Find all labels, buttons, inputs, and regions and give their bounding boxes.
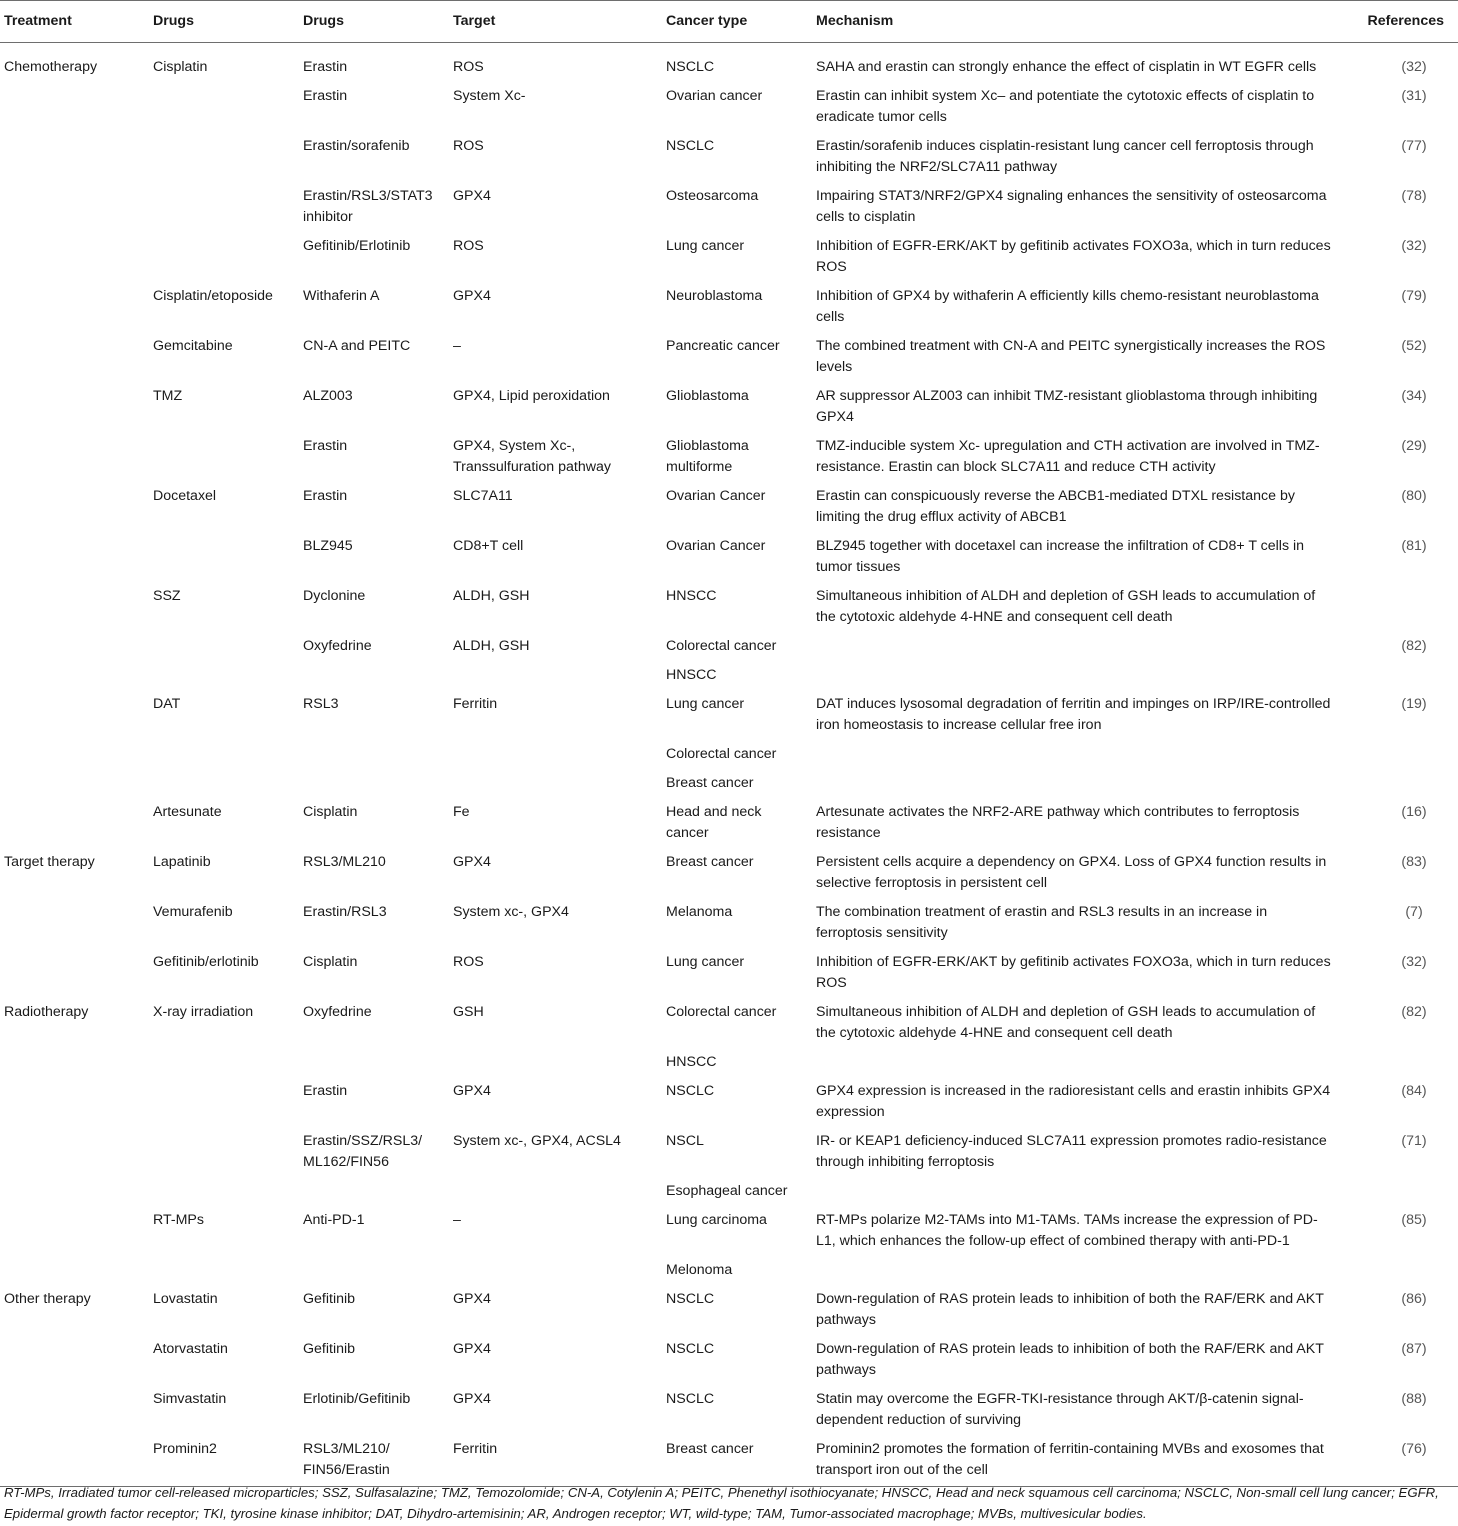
cancer-type-cell: Head and neck cancer <box>666 804 762 841</box>
reference-cell: (78) <box>1401 188 1427 204</box>
mechanism-cell: The combined treatment with CN-A and PEITC synergistically increases the ROS levels <box>816 338 1326 375</box>
table-row <box>0 999 1458 1049</box>
drug-cell <box>149 533 299 583</box>
treatment-cell <box>0 691 149 741</box>
combination-drug-cell <box>299 741 449 770</box>
combination-drug-cell <box>299 662 449 691</box>
combination-drug-cell: Anti-PD-1 <box>303 1212 365 1228</box>
mechanism-cell: DAT induces lysosomal degradation of ferritin and impinges on IRP/IRE-controlled iron homeostasis to increase cellular free iron <box>816 696 1331 733</box>
target-cell: – <box>453 338 461 354</box>
combination-drug-cell: Dyclonine <box>303 588 366 604</box>
reference-cell <box>1344 662 1458 691</box>
cancer-type-cell: NSCLC <box>666 138 715 154</box>
header-cancer-type: Cancer type <box>662 1 812 43</box>
drug-cell <box>149 770 299 799</box>
reference-cell <box>1344 1257 1458 1286</box>
mechanism-cell <box>812 1257 1344 1286</box>
table-row <box>0 383 1458 433</box>
reference-cell: (82) <box>1401 1004 1427 1020</box>
table-row <box>0 1436 1458 1487</box>
combination-drug-cell: BLZ945 <box>303 538 353 554</box>
target-cell: GSH <box>453 1004 484 1020</box>
table-row <box>0 83 1458 133</box>
cancer-type-cell: NSCLC <box>666 59 715 75</box>
table-row <box>0 1286 1458 1336</box>
treatment-cell <box>0 662 149 691</box>
treatment-cell <box>0 283 149 333</box>
treatment-cell <box>0 799 149 849</box>
treatment-cell: Target therapy <box>4 854 95 870</box>
reference-cell: (86) <box>1401 1291 1427 1307</box>
target-cell: GPX4 <box>453 188 491 204</box>
table-row <box>0 741 1458 770</box>
drug-cell: DAT <box>153 696 181 712</box>
mechanism-cell: Down-regulation of RAS protein leads to inhibition of both the RAF/ERK and AKT pathways <box>816 1291 1324 1328</box>
target-cell <box>449 1257 662 1286</box>
cancer-type-cell: Colorectal cancer <box>666 638 777 654</box>
target-cell: ROS <box>453 954 484 970</box>
table-row <box>0 283 1458 333</box>
treatment-cell <box>0 1078 149 1128</box>
combination-drug-cell <box>299 1049 449 1078</box>
cancer-type-cell: Ovarian Cancer <box>666 488 766 504</box>
treatment-cell <box>0 133 149 183</box>
mechanism-cell: AR suppressor ALZ003 can inhibit TMZ-resistant glioblastoma through inhibiting GPX4 <box>816 388 1318 425</box>
reference-cell: (76) <box>1344 1436 1458 1487</box>
reference-cell: (85) <box>1401 1212 1427 1228</box>
reference-cell: (71) <box>1401 1133 1427 1149</box>
table-row <box>0 43 1458 84</box>
treatment-cell <box>0 1257 149 1286</box>
mechanism-cell: The combination treatment of erastin and RSL3 results in an increase in ferroptosis sensitivity <box>816 904 1268 941</box>
drug-cell <box>149 83 299 133</box>
mechanism-cell: SAHA and erastin can strongly enhance the effect of cisplatin in WT EGFR cells <box>816 59 1317 75</box>
drug-cell: TMZ <box>153 388 183 404</box>
combination-drug-cell: Withaferin A <box>303 288 380 304</box>
mechanism-cell: Persistent cells acquire a dependency on GPX4. Loss of GPX4 function results in selective ferroptosis in persistent cell <box>816 854 1327 891</box>
cancer-type-cell: Breast cancer <box>666 775 754 791</box>
table-row <box>0 1078 1458 1128</box>
combination-drug-cell: Erastin/sorafenib <box>303 138 410 154</box>
reference-cell: (31) <box>1401 88 1427 104</box>
header-treatment: Treatment <box>0 1 149 43</box>
target-cell: GPX4 <box>453 288 491 304</box>
treatment-cell <box>0 1386 149 1436</box>
cancer-type-cell: NSCLC <box>666 1083 715 1099</box>
combination-drug-cell: Oxyfedrine <box>303 638 372 654</box>
drug-cell <box>149 183 299 233</box>
table-row <box>0 849 1458 899</box>
reference-cell: (19) <box>1401 696 1427 712</box>
table-row <box>0 1257 1458 1286</box>
reference-cell <box>1344 770 1458 799</box>
combination-drug-cell: Gefitinib <box>303 1341 356 1357</box>
combination-drug-cell: Erastin <box>303 59 348 75</box>
mechanism-cell: Erastin can inhibit system Xc– and potentiate the cytotoxic effects of cisplatin to eradicate tumor cells <box>816 88 1315 125</box>
drug-cell: Gemcitabine <box>153 338 233 354</box>
treatment-cell <box>0 233 149 283</box>
drug-cell: Gefitinib/erlotinib <box>153 954 259 970</box>
cancer-type-cell: Esophageal cancer <box>666 1183 788 1199</box>
mechanism-cell <box>812 770 1344 799</box>
treatment-cell <box>0 899 149 949</box>
combination-drug-cell: Erastin <box>303 88 348 104</box>
target-cell: ALDH, GSH <box>453 588 530 604</box>
cancer-type-cell: Melonoma <box>666 1262 733 1278</box>
table-row <box>0 133 1458 183</box>
table-row <box>0 799 1458 849</box>
target-cell: System xc-, GPX4, ACSL4 <box>453 1133 621 1149</box>
treatment-cell <box>0 1207 149 1257</box>
table-header <box>0 1 1458 43</box>
drug-cell <box>149 662 299 691</box>
target-cell: System Xc- <box>453 88 526 104</box>
drug-cell <box>149 233 299 283</box>
cancer-type-cell: Glioblastoma <box>666 388 749 404</box>
cancer-type-cell: NSCL <box>666 1133 704 1149</box>
drug-cell <box>149 1257 299 1286</box>
table-row <box>0 899 1458 949</box>
drug-cell: Cisplatin/etoposide <box>153 288 273 304</box>
combination-drug-cell: Erastin <box>303 488 348 504</box>
cancer-type-cell: Lung carcinoma <box>666 1212 767 1228</box>
reference-cell: (32) <box>1401 238 1427 254</box>
combination-drug-cell: ALZ003 <box>303 388 353 404</box>
combination-drug-cell: Erastin <box>303 1083 348 1099</box>
reference-cell <box>1344 1178 1458 1207</box>
header-drugs-combination: Drugs <box>299 1 449 43</box>
reference-cell: (34) <box>1401 388 1427 404</box>
mechanism-cell: Statin may overcome the EGFR-TKI-resistance through AKT/β-catenin signal-dependent reduction of surviving <box>816 1391 1304 1428</box>
target-cell <box>449 662 662 691</box>
reference-cell: (32) <box>1401 954 1427 970</box>
drug-cell: Artesunate <box>153 804 222 820</box>
cancer-type-cell: NSCLC <box>666 1391 715 1407</box>
cancer-type-cell: Colorectal cancer <box>666 1004 777 1020</box>
combination-drug-cell: Cisplatin <box>303 804 358 820</box>
drug-cell: Lapatinib <box>153 854 211 870</box>
reference-cell <box>1344 583 1458 633</box>
mechanism-cell: BLZ945 together with docetaxel can increase the infiltration of CD8+ T cells in tumor tissues <box>816 538 1305 575</box>
table-row <box>0 1207 1458 1257</box>
drug-cell: Lovastatin <box>153 1291 218 1307</box>
reference-cell: (77) <box>1401 138 1427 154</box>
treatment-cell: Chemotherapy <box>4 59 98 75</box>
combination-drug-cell: Erastin/SSZ/RSL3/ ML162/FIN56 <box>303 1133 423 1170</box>
reference-cell: (29) <box>1401 438 1427 454</box>
target-cell: ROS <box>453 238 484 254</box>
target-cell: GPX4 <box>453 1391 491 1407</box>
reference-cell: (84) <box>1401 1083 1427 1099</box>
reference-cell: (83) <box>1401 854 1427 870</box>
header-row <box>0 1 1458 43</box>
mechanism-cell: RT-MPs polarize M2-TAMs into M1-TAMs. TAMs increase the expression of PD-L1, which enhances the follow-up effect of combined therapy with anti-PD-1 <box>816 1212 1318 1249</box>
mechanism-cell: Prominin2 promotes the formation of ferritin-containing MVBs and exosomes that transport iron out of the cell <box>812 1436 1344 1487</box>
mechanism-cell: Inhibition of GPX4 by withaferin A efficiently kills chemo-resistant neuroblastoma cells <box>816 288 1319 325</box>
cancer-type-cell: Colorectal cancer <box>666 746 777 762</box>
treatment-cell <box>0 1049 149 1078</box>
reference-cell: (7) <box>1405 904 1423 920</box>
treatment-cell <box>0 483 149 533</box>
cancer-type-cell: Breast cancer <box>666 854 754 870</box>
mechanism-cell <box>812 1049 1344 1078</box>
cancer-type-cell: Pancreatic cancer <box>666 338 780 354</box>
cancer-type-cell: Lung cancer <box>666 954 745 970</box>
drug-cell: Vemurafenib <box>153 904 233 920</box>
mechanism-cell: Inhibition of EGFR-ERK/AKT by gefitinib activates FOXO3a, which in turn reduces ROS <box>816 238 1331 275</box>
combination-drug-cell <box>299 770 449 799</box>
cancer-type-cell: Lung cancer <box>666 238 745 254</box>
target-cell <box>449 741 662 770</box>
combination-drug-cell: CN-A and PEITC <box>303 338 411 354</box>
target-cell: System xc-, GPX4 <box>453 904 569 920</box>
table-row <box>0 770 1458 799</box>
target-cell: Ferritin <box>453 696 498 712</box>
combination-drug-cell: Cisplatin <box>303 954 358 970</box>
treatment-cell <box>0 583 149 633</box>
cancer-type-cell: Osteosarcoma <box>666 188 759 204</box>
drug-cell: RT-MPs <box>153 1212 204 1228</box>
treatment-cell: Radiotherapy <box>4 1004 89 1020</box>
mechanism-cell: IR- or KEAP1 deficiency-induced SLC7A11 expression promotes radio-resistance through inhibiting ferroptosis <box>816 1133 1327 1170</box>
mechanism-cell: GPX4 expression is increased in the radioresistant cells and erastin inhibits GPX4 expression <box>816 1083 1331 1120</box>
reference-cell: (52) <box>1401 338 1427 354</box>
mechanism-cell <box>812 662 1344 691</box>
mechanism-cell <box>812 1178 1344 1207</box>
reference-cell: (32) <box>1401 59 1427 75</box>
header-references: References <box>1344 1 1458 43</box>
header-drugs: Drugs <box>149 1 299 43</box>
drug-cell: Simvastatin <box>153 1391 227 1407</box>
table-row <box>0 1128 1458 1178</box>
drug-cell: Cisplatin <box>153 59 208 75</box>
treatment-cell <box>0 383 149 433</box>
cancer-type-cell: Ovarian Cancer <box>666 538 766 554</box>
treatment-cell <box>0 433 149 483</box>
combination-drug-cell: Gefitinib/Erlotinib <box>303 238 411 254</box>
mechanism-cell: Erastin can conspicuously reverse the ABCB1-mediated DTXL resistance by limiting the drug efflux activity of ABCB1 <box>816 488 1295 525</box>
table-row <box>0 1386 1458 1436</box>
mechanism-cell <box>812 741 1344 770</box>
treatment-cell <box>0 1336 149 1386</box>
target-cell: Fe <box>453 804 470 820</box>
drug-cell <box>149 133 299 183</box>
mechanism-cell <box>812 633 1344 662</box>
combination-drug-cell <box>299 1178 449 1207</box>
table-row <box>0 633 1458 662</box>
cancer-type-cell: Glioblastoma multiforme <box>666 438 749 475</box>
combination-drug-cell <box>299 1257 449 1286</box>
table-row <box>0 662 1458 691</box>
target-cell: CD8+T cell <box>453 538 524 554</box>
header-mechanism: Mechanism <box>812 1 1344 43</box>
cancer-type-cell: HNSCC <box>666 1054 717 1070</box>
reference-cell: (79) <box>1401 288 1427 304</box>
mechanism-cell: Inhibition of EGFR-ERK/AKT by gefitinib activates FOXO3a, which in turn reduces ROS <box>816 954 1331 991</box>
table-footnote: RT-MPs, Irradiated tumor cell-released microparticles; SSZ, Sulfasalazine; TMZ, Temozolomide; CN-A, Cotylenin A; PEITC, Phenethyl isothiocyanate; HNSCC, Head and neck squamous cell carcinoma; NSCLC, Non-small cell lung cancer; EGFR, Epidermal growth factor receptor; TKI, tyrosine kinase inhibitor; DAT, Dihydro-artemisinin; AR, Androgen receptor; WT, wild-type; TAM, Tumor-associated macrophage; MVBs, multivesicular bodies. <box>4 1485 1439 1521</box>
treatment-cell <box>0 949 149 999</box>
combination-drug-cell: Erastin/RSL3/STAT3 inhibitor <box>303 188 433 225</box>
cancer-type-cell: HNSCC <box>666 588 717 604</box>
reference-cell <box>1344 741 1458 770</box>
drug-cell: Prominin2 <box>149 1436 299 1487</box>
target-cell <box>449 770 662 799</box>
cancer-type-cell: HNSCC <box>666 667 717 683</box>
drug-cell <box>149 1178 299 1207</box>
cancer-type-cell: Breast cancer <box>662 1436 812 1487</box>
target-cell: Ferritin <box>449 1436 662 1487</box>
table-row <box>0 691 1458 741</box>
treatment-cell <box>0 333 149 383</box>
table-row <box>0 483 1458 533</box>
drug-cell <box>149 433 299 483</box>
reference-cell: (82) <box>1401 638 1427 654</box>
treatment-cell <box>0 633 149 662</box>
target-cell: GPX4 <box>453 1291 491 1307</box>
target-cell: ROS <box>453 59 484 75</box>
mechanism-cell: TMZ-inducible system Xc- upregulation and CTH activation are involved in TMZ-resistance. Erastin can block SLC7A11 and reduce CTH activity <box>816 438 1320 475</box>
drug-cell <box>149 1128 299 1178</box>
mechanism-cell: Simultaneous inhibition of ALDH and depletion of GSH leads to accumulation of the cytotoxic aldehyde 4-HNE and consequent cell death <box>816 588 1316 625</box>
mechanism-cell: Erastin/sorafenib induces cisplatin-resistant lung cancer cell ferroptosis through inhibiting the NRF2/SLC7A11 pathway <box>816 138 1314 175</box>
drug-cell: Atorvastatin <box>153 1341 228 1357</box>
reference-cell: (88) <box>1401 1391 1427 1407</box>
treatment-cell <box>0 770 149 799</box>
combination-drug-cell: Erastin/RSL3 <box>303 904 387 920</box>
target-cell: ROS <box>453 138 484 154</box>
combination-drug-cell: RSL3/ML210/ FIN56/Erastin <box>299 1436 449 1487</box>
combination-drug-cell: RSL3/ML210 <box>303 854 386 870</box>
table-body <box>0 43 1458 1487</box>
cancer-type-cell: Melanoma <box>666 904 733 920</box>
target-cell: SLC7A11 <box>453 488 513 504</box>
mechanism-cell: Down-regulation of RAS protein leads to inhibition of both the RAF/ERK and AKT pathways <box>816 1341 1324 1378</box>
treatment-cell <box>0 183 149 233</box>
drug-cell: Docetaxel <box>153 488 217 504</box>
target-cell: GPX4, Lipid peroxidation <box>453 388 610 404</box>
drug-cell <box>149 1049 299 1078</box>
table-row <box>0 1049 1458 1078</box>
target-cell: ALDH, GSH <box>453 638 530 654</box>
drug-cell <box>149 1078 299 1128</box>
treatment-cell: Other therapy <box>4 1291 91 1307</box>
table-row <box>0 433 1458 483</box>
treatment-cell <box>0 83 149 133</box>
reference-cell: (81) <box>1401 538 1427 554</box>
table-row <box>0 583 1458 633</box>
table-row <box>0 233 1458 283</box>
target-cell: GPX4, System Xc-, Transsulfuration pathway <box>453 438 611 475</box>
table-row <box>0 949 1458 999</box>
treatment-cell <box>0 741 149 770</box>
reference-cell: (80) <box>1401 488 1427 504</box>
mechanism-cell: Impairing STAT3/NRF2/GPX4 signaling enhances the sensitivity of osteosarcoma cells to cisplatin <box>816 188 1327 225</box>
cancer-type-cell: Lung cancer <box>666 696 745 712</box>
drug-cell: SSZ <box>153 588 181 604</box>
target-cell <box>449 1049 662 1078</box>
target-cell: GPX4 <box>453 1083 491 1099</box>
table-row <box>0 1178 1458 1207</box>
header-target: Target <box>449 1 662 43</box>
target-cell: – <box>453 1212 461 1228</box>
cancer-type-cell: NSCLC <box>666 1341 715 1357</box>
combination-drug-cell: Erastin <box>303 438 348 454</box>
cancer-type-cell: Ovarian cancer <box>666 88 763 104</box>
treatment-cell <box>0 1178 149 1207</box>
target-cell: GPX4 <box>453 854 491 870</box>
treatment-cell <box>0 1128 149 1178</box>
table-row <box>0 333 1458 383</box>
target-cell: GPX4 <box>453 1341 491 1357</box>
mechanism-cell: Artesunate activates the NRF2-ARE pathway which contributes to ferroptosis resistance <box>816 804 1300 841</box>
combination-drug-cell: Oxyfedrine <box>303 1004 372 1020</box>
cancer-type-cell: Neuroblastoma <box>666 288 763 304</box>
treatment-cell <box>0 533 149 583</box>
table-row <box>0 1336 1458 1386</box>
combination-drug-cell: RSL3 <box>303 696 339 712</box>
table-row <box>0 533 1458 583</box>
treatment-cell <box>0 1436 149 1487</box>
drug-cell <box>149 741 299 770</box>
drug-cell: X-ray irradiation <box>153 1004 254 1020</box>
reference-cell: (16) <box>1401 804 1427 820</box>
table-row <box>0 183 1458 233</box>
reference-cell: (87) <box>1401 1341 1427 1357</box>
combination-drug-cell: Erlotinib/Gefitinib <box>303 1391 411 1407</box>
target-cell <box>449 1178 662 1207</box>
drug-cell <box>149 633 299 662</box>
reference-cell <box>1344 1049 1458 1078</box>
cancer-type-cell: NSCLC <box>666 1291 715 1307</box>
mechanism-cell: Simultaneous inhibition of ALDH and depletion of GSH leads to accumulation of the cytotoxic aldehyde 4-HNE and consequent cell death <box>816 1004 1316 1041</box>
combination-drug-cell: Gefitinib <box>303 1291 356 1307</box>
